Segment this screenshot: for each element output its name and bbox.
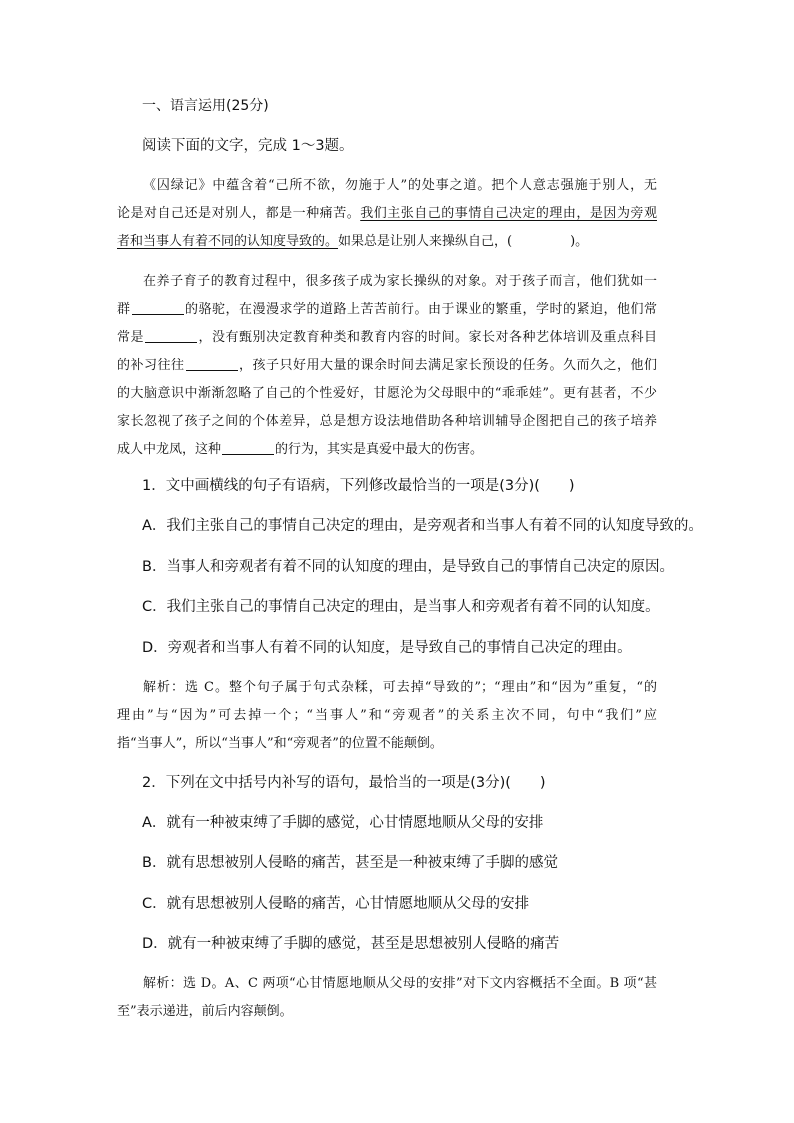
- passage-text: ，孩子只好用大量的课余时间去满足家长预设的任务。久而久之，他们: [238, 358, 657, 373]
- passage-line: [117, 200, 657, 228]
- question-1-option-c: C．我们主张自己的事情自己决定的理由，是当事人和旁观者有着不同的认知度。: [142, 599, 660, 615]
- passage-line: 在养子育子的教育过程中，很多孩子成为家长操纵的对象。对于孩子而言，他们犹如一: [143, 274, 657, 289]
- passage-text: 的补习往往: [117, 358, 185, 373]
- passage-text: 群: [117, 302, 131, 317]
- fill-in-blank: [222, 440, 274, 455]
- analysis-line: 解析：选 C。整个句子属于句式杂糅，可去掉“导致的”；“理由”和“因为”重复，“的: [143, 680, 657, 695]
- passage-text: 的行为，其实是真爱中最大的伤害。: [275, 442, 484, 457]
- passage-line: 的大脑意识中渐渐忽略了自己的个性爱好，甘愿沦为父母眼中的“乖乖娃”。更有甚者，不少: [117, 386, 657, 401]
- passage-line: [117, 228, 657, 256]
- passage-paragraph-1: [117, 172, 657, 256]
- question-2-option-b: B．就有思想被别人侵略的痛苦，甚至是一种被束缚了手脚的感觉: [142, 855, 558, 871]
- section-title: 一、语言运用(25分): [142, 98, 269, 114]
- question-1-analysis: [117, 674, 657, 758]
- question-2-option-a: A．就有一种被束缚了手脚的感觉，心甘情愿地顺从父母的安排: [142, 815, 544, 831]
- passage-text: 成人中龙凤，这种: [117, 442, 222, 457]
- question-1-stem: 1．文中画横线的句子有语病，下列修改最恰当的一项是(3分)( ): [142, 478, 575, 494]
- analysis-line: 至”表示递进，前后内容颠倒。: [117, 1004, 293, 1019]
- passage-text: 常是: [117, 330, 144, 345]
- analysis-line: 指“当事人”，所以“当事人”和“旁观者”的位置不能颠倒。: [117, 736, 443, 751]
- analysis-line: 解析：选 D。A、C 两项“心甘情愿地顺从父母的安排”对下文内容概括不全面。B 项“甚: [143, 976, 657, 991]
- passage-line: [117, 352, 657, 380]
- question-2-analysis: [117, 970, 657, 1026]
- passage-text: ，没有甄别决定教育种类和教育内容的时间。家长对各种艺体培训及重点科目: [198, 330, 657, 345]
- passage-text: )。: [570, 234, 589, 249]
- underlined-sentence: 者和当事人有着不同的认知度导致的。: [117, 234, 339, 249]
- question-1-option-d: D．旁观者和当事人有着不同的认知度，是导致自己的事情自己决定的理由。: [142, 640, 632, 656]
- question-2-option-d: D．就有一种被束缚了手脚的感觉，甚至是思想被别人侵略的痛苦: [142, 936, 560, 952]
- passage-text: 论是对自己还是对别人，都是一种痛苦。: [117, 206, 361, 221]
- question-1-option-a: A．我们主张自己的事情自己决定的理由，是旁观者和当事人有着不同的认知度导致的。: [142, 518, 703, 534]
- passage-line: [117, 324, 657, 352]
- passage-text: 的骆驼，在漫漫求学的道路上苦苦前行。由于课业的繁重，学时的紧迫，他们常: [184, 302, 657, 317]
- reading-instruction: 阅读下面的文字，完成 1～3题。: [142, 138, 354, 154]
- question-2-option-c: C．就有思想被别人侵略的痛苦，心甘情愿地顺从父母的安排: [142, 896, 530, 912]
- passage-paragraph-2: [117, 268, 657, 464]
- passage-line: 家长忽视了孩子之间的个体差异，总是想方设法地借助各种培训辅导企图把自己的孩子培养: [117, 414, 657, 429]
- fill-in-blank: [186, 356, 238, 371]
- passage-line: [117, 436, 657, 464]
- passage-text: 如果总是让别人来操纵自己，(: [338, 234, 513, 249]
- question-2-stem: 2．下列在文中括号内补写的语句，最恰当的一项是(3分)( ): [142, 775, 546, 791]
- passage-line: [117, 296, 657, 324]
- underlined-sentence: 我们主张自己的事情自己决定的理由，是因为旁观: [360, 206, 657, 221]
- question-1-option-b: B．当事人和旁观者有着不同的认知度的理由，是导致自己的事情自己决定的原因。: [142, 559, 674, 575]
- fill-in-blank: [132, 300, 184, 315]
- fill-in-blank: [145, 328, 197, 343]
- passage-line: 《囚绿记》中蕴含着“己所不欲，勿施于人”的处事之道。把个人意志强施于别人，无: [143, 178, 657, 193]
- analysis-line: 理由”与“因为”可去掉一个；“当事人”和“旁观者”的关系主次不同，句中“我们”应: [117, 708, 657, 723]
